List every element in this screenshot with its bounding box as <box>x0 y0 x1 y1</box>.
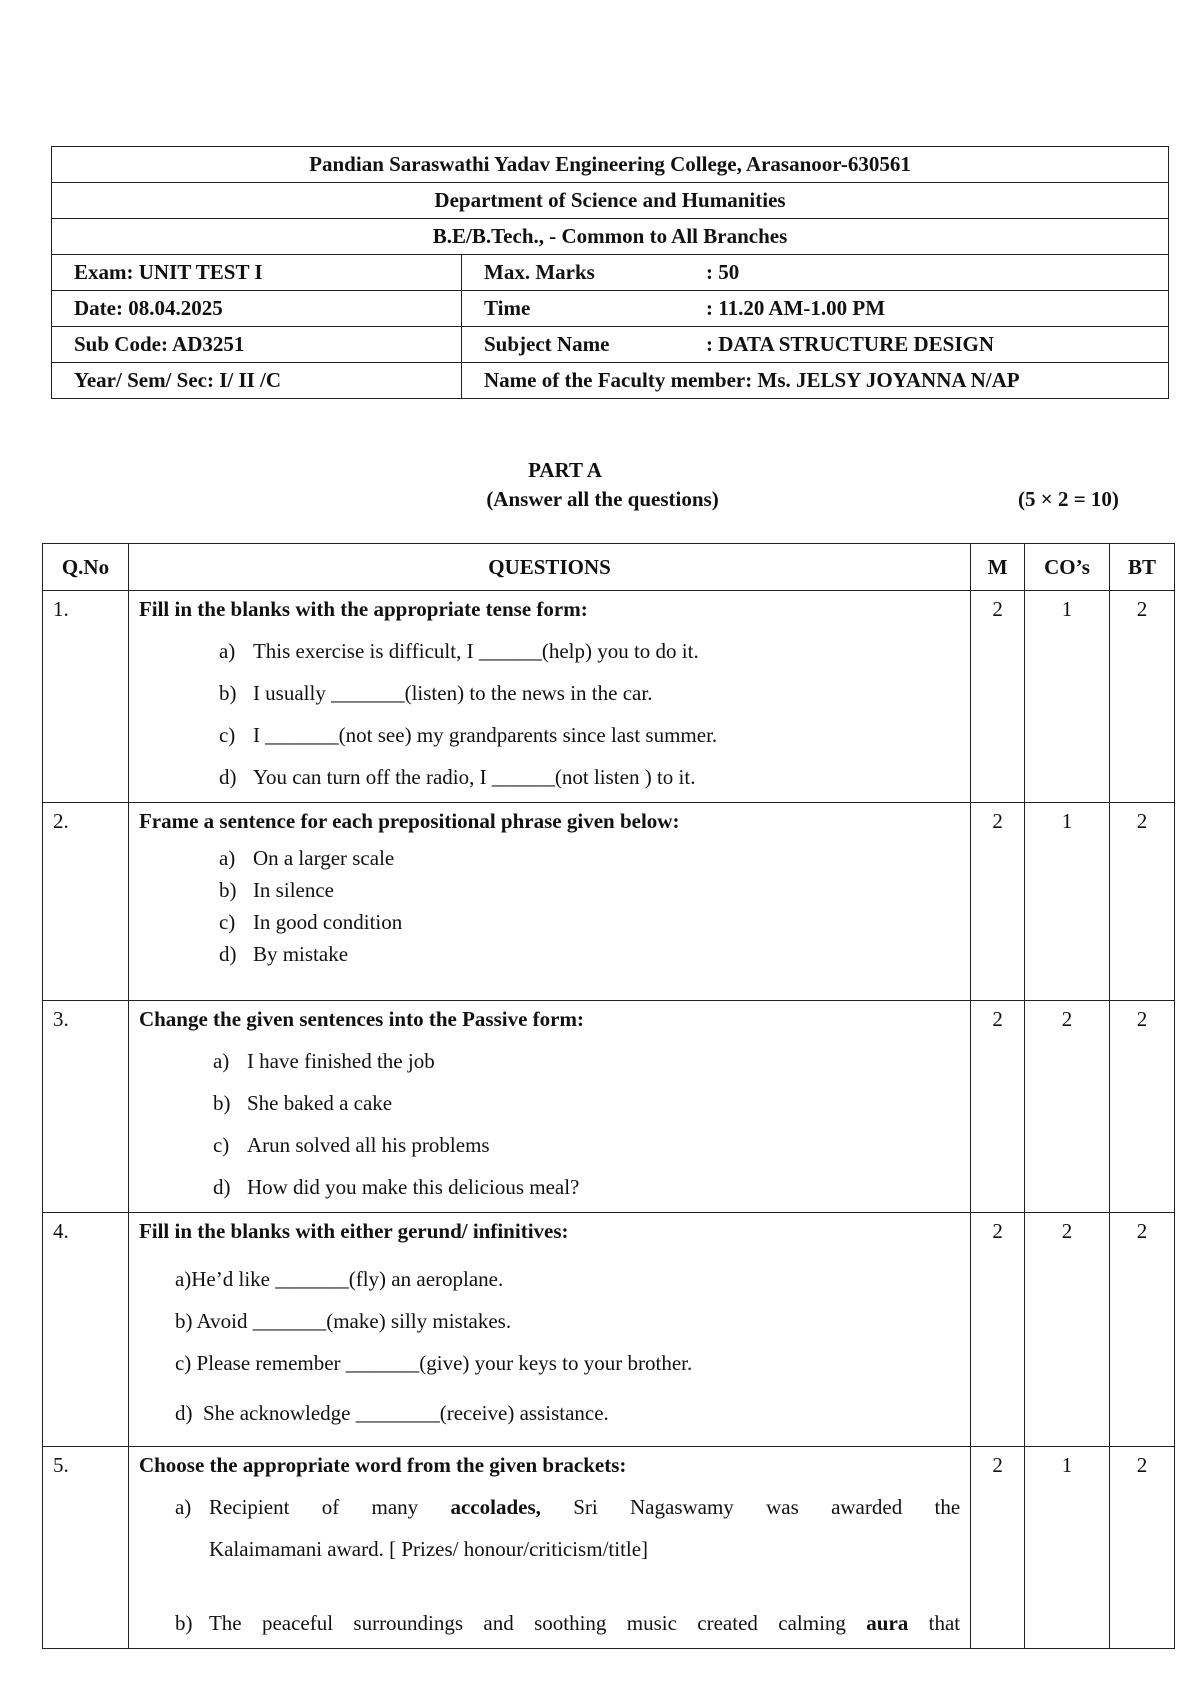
item-text: She acknowledge ________(receive) assistance. <box>202 1401 609 1425</box>
list-item <box>219 672 960 714</box>
item-label: d) <box>212 1175 231 1199</box>
item-text: In good condition <box>252 910 403 934</box>
item-text: I have finished the job <box>246 1049 435 1073</box>
exam-time <box>462 291 1169 327</box>
question-heading: Choose the appropriate word from the given brackets: <box>138 1453 627 1477</box>
list-item <box>175 1392 960 1434</box>
item-label: a) <box>174 1267 192 1291</box>
item-label: b) <box>174 1309 193 1333</box>
subject-code: Sub Code: AD3251 <box>52 327 462 363</box>
item-label: a) <box>218 846 236 870</box>
item-text <box>209 1602 960 1644</box>
marks-value: 2 <box>971 1001 1025 1213</box>
item-text-bold: accolades, <box>450 1495 541 1519</box>
marks-value: 2 <box>971 1447 1025 1649</box>
question-content <box>128 803 970 1001</box>
col-co: CO’s <box>1025 544 1110 591</box>
item-text-line2: Kalaimamani award. [ Prizes/ honour/criticism/title] <box>208 1537 649 1561</box>
item-text-bold: aura <box>866 1611 909 1635</box>
co-value: 2 <box>1025 1213 1110 1447</box>
marks-formula: (5 × 2 = 10) <box>1018 487 1119 511</box>
item-text-post: Sri Nagaswamy was awarded the <box>573 1495 961 1519</box>
co-value: 1 <box>1025 803 1110 1001</box>
item-text: You can turn off the radio, I ______(not listen ) to it. <box>252 765 696 789</box>
subject-name <box>462 327 1169 363</box>
item-text-post: that <box>928 1611 961 1635</box>
item-label: a) <box>174 1495 192 1519</box>
item-label: b) <box>218 878 237 902</box>
list-item <box>139 1486 960 1570</box>
exam-name: Exam: UNIT TEST I <box>52 255 462 291</box>
question-heading: Fill in the blanks with either gerund/ infinitives: <box>138 1219 569 1243</box>
time-value: : 11.20 AM-1.00 PM <box>706 296 886 320</box>
col-marks: M <box>971 544 1025 591</box>
item-label: d) <box>218 765 237 789</box>
questions-table <box>42 543 1175 1649</box>
bt-value: 2 <box>1110 591 1175 803</box>
question-content <box>128 1447 970 1649</box>
item-text-pre: Recipient of many <box>208 1495 419 1519</box>
item-text: I usually _______(listen) to the news in the car. <box>252 681 653 705</box>
question-content <box>128 1213 970 1447</box>
max-marks <box>462 255 1169 291</box>
item-label: a) <box>212 1049 230 1073</box>
co-value: 2 <box>1025 1001 1110 1213</box>
question-heading: Change the given sentences into the Passive form: <box>138 1007 584 1031</box>
bt-value: 2 <box>1110 803 1175 1001</box>
question-number: 1. <box>43 591 129 803</box>
program-name: B.E/B.Tech., - Common to All Branches <box>52 219 1169 255</box>
list-item <box>213 1082 960 1124</box>
list-item <box>213 1040 960 1082</box>
item-label: b) <box>212 1091 231 1115</box>
item-label: c) <box>218 910 236 934</box>
list-item <box>213 1166 960 1208</box>
item-text: He’d like _______(fly) an aeroplane. <box>191 1267 504 1291</box>
list-item <box>219 842 960 874</box>
subject-label: Subject Name <box>484 332 610 356</box>
col-bt: BT <box>1110 544 1175 591</box>
question-content <box>128 1001 970 1213</box>
question-number: 2. <box>43 803 129 1001</box>
list-item <box>219 906 960 938</box>
max-marks-value: : 50 <box>706 260 740 284</box>
item-label: d) <box>218 942 237 966</box>
college-name: Pandian Saraswathi Yadav Engineering College, Arasanoor-630561 <box>52 147 1169 183</box>
item-label: a) <box>218 639 236 663</box>
table-row <box>43 803 1175 1001</box>
list-item <box>219 938 960 970</box>
item-text-pre: The peaceful surroundings and soothing music created calming <box>208 1611 846 1635</box>
max-marks-label: Max. Marks <box>484 260 595 284</box>
item-text: I _______(not see) my grandparents since last summer. <box>252 723 718 747</box>
question-number: 4. <box>43 1213 129 1447</box>
item-text: How did you make this delicious meal? <box>246 1175 580 1199</box>
list-item <box>219 874 960 906</box>
exam-date: Date: 08.04.2025 <box>52 291 462 327</box>
list-item <box>175 1300 960 1342</box>
department-name: Department of Science and Humanities <box>52 183 1169 219</box>
item-text: In silence <box>252 878 334 902</box>
bt-value: 2 <box>1110 1447 1175 1649</box>
question-heading: Frame a sentence for each prepositional phrase given below: <box>138 809 680 833</box>
item-text: On a larger scale <box>252 846 395 870</box>
year-sem-sec: Year/ Sem/ Sec: I/ II /C <box>52 363 462 399</box>
marks-value: 2 <box>971 591 1025 803</box>
part-title: PART A <box>528 458 602 482</box>
item-label: b) <box>218 681 237 705</box>
item-text: Please remember _______(give) your keys to your brother. <box>196 1351 693 1375</box>
exam-header-table <box>51 146 1169 399</box>
subject-value: : DATA STRUCTURE DESIGN <box>706 332 995 356</box>
item-text: By mistake <box>252 942 349 966</box>
item-label: c) <box>212 1133 230 1157</box>
list-item <box>213 1124 960 1166</box>
table-row <box>43 591 1175 803</box>
marks-value: 2 <box>971 803 1025 1001</box>
question-heading: Fill in the blanks with the appropriate tense form: <box>138 597 588 621</box>
item-text: Arun solved all his problems <box>246 1133 490 1157</box>
bt-value: 2 <box>1110 1001 1175 1213</box>
table-header-row <box>43 544 1175 591</box>
item-label: c) <box>174 1351 192 1375</box>
table-row <box>43 1213 1175 1447</box>
item-text <box>209 1486 960 1528</box>
list-item <box>175 1342 960 1384</box>
list-item <box>219 630 960 672</box>
item-text: She baked a cake <box>246 1091 393 1115</box>
item-label: d) <box>174 1401 193 1425</box>
co-value: 1 <box>1025 1447 1110 1649</box>
list-item <box>219 756 960 798</box>
item-text: This exercise is difficult, I ______(help) you to do it. <box>252 639 699 663</box>
list-item <box>219 714 960 756</box>
question-content <box>128 591 970 803</box>
question-number: 5. <box>43 1447 129 1649</box>
question-number: 3. <box>43 1001 129 1213</box>
marks-value: 2 <box>971 1213 1025 1447</box>
bt-value: 2 <box>1110 1213 1175 1447</box>
table-row <box>43 1001 1175 1213</box>
item-label: b) <box>174 1611 193 1635</box>
col-questions: QUESTIONS <box>128 544 970 591</box>
item-label: c) <box>218 723 236 747</box>
list-item <box>139 1602 960 1644</box>
co-value: 1 <box>1025 591 1110 803</box>
time-label: Time <box>484 296 531 320</box>
part-instruction: (Answer all the questions) <box>486 487 719 511</box>
table-row <box>43 1447 1175 1649</box>
faculty-name: Name of the Faculty member: Ms. JELSY JOYANNA N/AP <box>462 363 1169 399</box>
item-text: Avoid _______(make) silly mistakes. <box>196 1309 512 1333</box>
list-item <box>175 1258 960 1300</box>
col-qno: Q.No <box>43 544 129 591</box>
